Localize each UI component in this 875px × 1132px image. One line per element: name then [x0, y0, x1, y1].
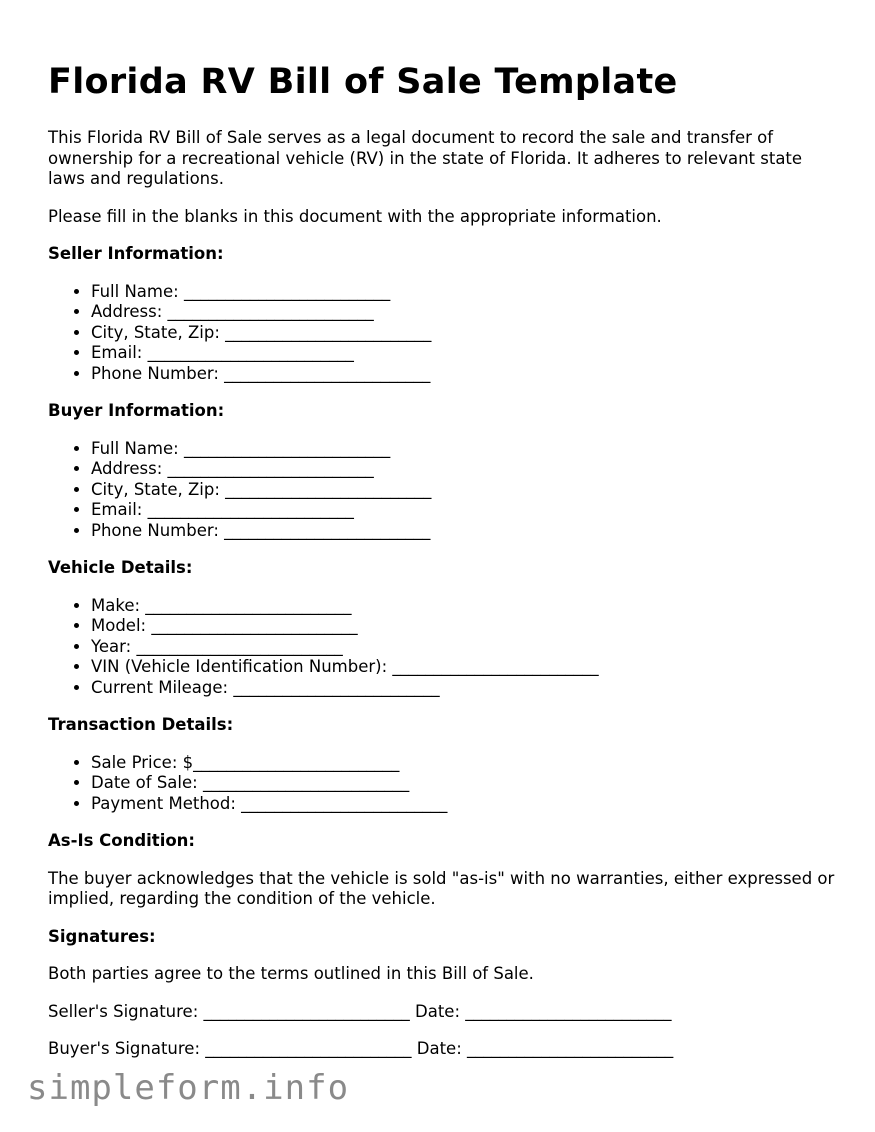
document-page — [48, 62, 838, 1077]
buyer-address: • Address: _________________________ — [91, 459, 838, 480]
asis-paragraph: The buyer acknowledges that the vehicle is sold "as-is" with no warranties, either expressed or implied, regarding the condition of the vehicle. — [48, 868, 835, 908]
seller-email: • Email: _________________________ — [91, 343, 838, 364]
document-title: Florida RV Bill of Sale Template — [48, 62, 678, 102]
buyer-full-name: • Full Name: _________________________ — [91, 439, 838, 460]
seller-signature-line: Seller's Signature: _________________________ Date: _________________________ — [48, 1001, 672, 1021]
seller-full-name: • Full Name: _________________________ — [91, 282, 838, 303]
buyer-city-state-zip: • City, State, Zip: _________________________ — [91, 480, 838, 501]
instructions-paragraph: Please fill in the blanks in this document with the appropriate information. — [48, 206, 662, 226]
transaction-payment-method: • Payment Method: _________________________ — [91, 794, 838, 815]
seller-city-state-zip: • City, State, Zip: _________________________ — [91, 323, 838, 344]
vehicle-vin: • VIN (Vehicle Identification Number): _________________________ — [91, 657, 838, 678]
transaction-date: • Date of Sale: _________________________ — [91, 773, 838, 794]
signatures-heading: Signatures: — [48, 926, 156, 946]
buyer-heading: Buyer Information: — [48, 401, 225, 420]
transaction-sale-price: • Sale Price: $_________________________ — [91, 753, 838, 774]
vehicle-list — [48, 596, 838, 699]
seller-heading: Seller Information: — [48, 244, 224, 263]
signatures-paragraph: Both parties agree to the terms outlined in this Bill of Sale. — [48, 964, 534, 983]
vehicle-model: • Model: _________________________ — [91, 616, 838, 637]
transaction-list — [48, 753, 838, 815]
vehicle-mileage: • Current Mileage: _________________________ — [91, 678, 838, 699]
seller-address: • Address: _________________________ — [91, 302, 838, 323]
vehicle-heading: Vehicle Details: — [48, 558, 193, 577]
vehicle-make: • Make: _________________________ — [91, 596, 838, 617]
buyer-email: • Email: _________________________ — [91, 500, 838, 521]
buyer-phone: • Phone Number: _________________________ — [91, 521, 838, 542]
vehicle-year: • Year: _________________________ — [91, 637, 838, 658]
intro-paragraph: This Florida RV Bill of Sale serves as a legal document to record the sale and transfer of ownership for a recreational vehicle (RV) in the state of Florida. It adheres to relevant state laws and regulations. — [48, 128, 803, 188]
asis-heading: As-Is Condition: — [48, 831, 196, 850]
seller-phone: • Phone Number: _________________________ — [91, 364, 838, 385]
transaction-heading: Transaction Details: — [48, 715, 234, 734]
buyer-list — [48, 439, 838, 542]
buyer-signature-line: Buyer's Signature: _________________________ Date: _________________________ — [48, 1039, 674, 1058]
seller-list — [48, 282, 838, 385]
watermark: simpleform.info — [27, 1068, 350, 1108]
